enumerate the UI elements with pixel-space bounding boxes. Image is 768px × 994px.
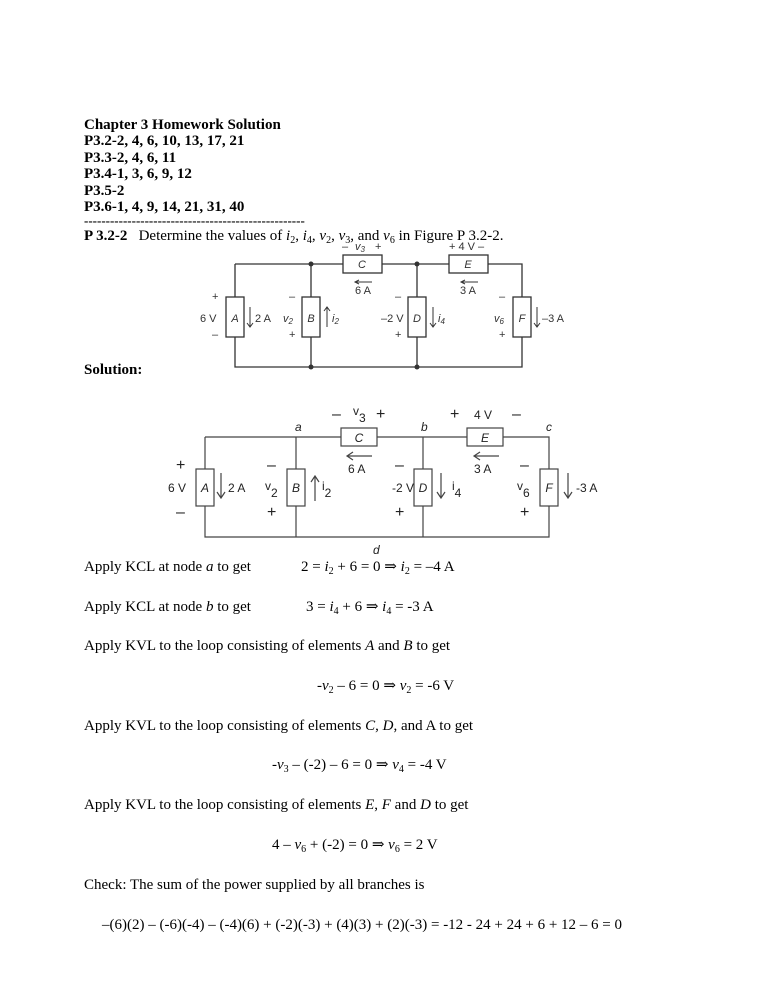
text-segment: to get bbox=[213, 559, 251, 575]
text-segment: Apply KCL at node bbox=[84, 559, 206, 575]
text-segment: v bbox=[319, 228, 327, 244]
voltage-E: 4 V bbox=[474, 408, 493, 422]
subscript: 2 bbox=[328, 566, 334, 577]
voltage-C: v3 bbox=[353, 404, 366, 425]
voltage-E: + 4 V – bbox=[449, 241, 485, 253]
minus-sign: – bbox=[176, 504, 185, 521]
step-1-text bbox=[84, 559, 251, 576]
plus-sign: + bbox=[267, 504, 277, 521]
step-4-equation bbox=[272, 757, 447, 778]
text-segment: v bbox=[383, 228, 390, 244]
problem-list-3-6: P3.6-1, 4, 9, 14, 21, 31, 40 bbox=[84, 199, 245, 215]
subscript: 4 bbox=[333, 606, 339, 617]
current-F: –3 A bbox=[542, 313, 565, 325]
minus-sign: – bbox=[520, 457, 529, 474]
text-segment: to get bbox=[412, 638, 451, 654]
voltage-A: 6 V bbox=[168, 481, 187, 495]
element-E-label: E bbox=[464, 259, 472, 271]
text-segment: i bbox=[329, 599, 334, 615]
text-segment: v bbox=[338, 228, 346, 244]
element-D-label: D bbox=[413, 313, 421, 325]
text-segment: - bbox=[272, 757, 277, 773]
text-segment: 3 = bbox=[306, 599, 330, 615]
check-equation: –(6)(2) – (-6)(-4) – (-4)(6) + (-2)(-3) + (4)(3) + (2)(-3) = -12 - 24 + 24 + 6 + 12 – 6 = 0 bbox=[102, 917, 623, 933]
problem-list-3-4: P3.4-1, 3, 6, 9, 12 bbox=[84, 166, 192, 182]
text-segment: = -6 V bbox=[411, 678, 455, 694]
current-E: 3 A bbox=[460, 285, 476, 297]
plus-sign: + bbox=[520, 504, 530, 521]
text-segment: v bbox=[294, 837, 302, 853]
step-3-equation bbox=[317, 678, 454, 699]
current-E: 3 A bbox=[474, 462, 492, 476]
check-text: Check: The sum of the power supplied by all branches is bbox=[84, 877, 425, 893]
text-segment: + (-2) = 0 ⇒ bbox=[306, 837, 389, 853]
element-F-label: F bbox=[518, 313, 526, 325]
text-segment: Apply KCL at node bbox=[84, 599, 206, 615]
text-segment: i bbox=[382, 599, 387, 615]
plus-sign: + bbox=[450, 406, 460, 423]
step-1-equation bbox=[301, 559, 455, 580]
text-segment: , bbox=[295, 228, 303, 244]
subscript: 3 bbox=[283, 764, 289, 775]
text-segment: – 6 = 0 ⇒ bbox=[333, 678, 400, 694]
element-E-label: E bbox=[480, 431, 490, 445]
text-segment: , bbox=[374, 797, 382, 813]
plus-sign: + bbox=[212, 291, 219, 303]
text-segment: , and bbox=[350, 228, 384, 244]
text-segment: b bbox=[205, 599, 214, 615]
text-segment: B bbox=[403, 638, 413, 654]
node-a: a bbox=[295, 420, 302, 434]
voltage-D: -2 V bbox=[392, 481, 415, 495]
node-c: c bbox=[546, 420, 552, 434]
subscript: 4 bbox=[386, 606, 392, 617]
step-4-text bbox=[84, 718, 473, 735]
minus-sign: – bbox=[212, 329, 219, 341]
element-A-label: A bbox=[231, 313, 239, 325]
voltage-F: v6 bbox=[517, 479, 530, 500]
text-segment: v bbox=[322, 678, 329, 694]
voltage-F: v6 bbox=[494, 313, 504, 326]
plus-sign: + bbox=[376, 406, 386, 423]
current-F: -3 A bbox=[576, 481, 598, 495]
step-5-equation bbox=[272, 837, 438, 858]
text-segment: i bbox=[400, 559, 405, 575]
text-segment: , bbox=[311, 228, 320, 244]
text-segment: Apply KVL to the loop consisting of elements bbox=[84, 797, 366, 813]
element-A-label: A bbox=[200, 481, 210, 495]
plus-sign: + bbox=[289, 329, 296, 341]
text-segment: F bbox=[381, 797, 391, 813]
element-B-label: B bbox=[291, 481, 301, 495]
subscript: 2 bbox=[290, 235, 296, 246]
text-segment: = -4 V bbox=[403, 757, 447, 773]
problem-list-3-3: P3.3-2, 4, 6, 11 bbox=[84, 150, 177, 166]
subscript: 2 bbox=[404, 566, 410, 577]
plus-sign: + bbox=[375, 241, 382, 253]
text-segment: E bbox=[365, 797, 375, 813]
text-segment: + 6 = 0 ⇒ bbox=[333, 559, 401, 575]
current-C: 6 A bbox=[355, 285, 371, 297]
element-D-label: D bbox=[418, 481, 428, 495]
step-5-text bbox=[84, 797, 468, 814]
text-segment: D bbox=[420, 797, 431, 813]
text-segment: to get bbox=[213, 599, 251, 615]
text-segment: a bbox=[205, 559, 214, 575]
text-segment: to get bbox=[430, 797, 469, 813]
current-D: i4 bbox=[452, 479, 462, 500]
text-segment: i bbox=[286, 228, 291, 244]
text-segment: + 6 ⇒ bbox=[338, 599, 383, 615]
element-C-label: C bbox=[358, 259, 366, 271]
plus-sign: + bbox=[176, 457, 186, 474]
node-b: b bbox=[421, 420, 428, 434]
text-segment: , bbox=[331, 228, 339, 244]
problem-list-3-2: P3.2-2, 4, 6, 10, 13, 17, 21 bbox=[84, 133, 245, 149]
separator: --------------------------------------------------- bbox=[84, 213, 305, 228]
subscript: 4 bbox=[398, 764, 404, 775]
node-d: d bbox=[373, 543, 380, 557]
subscript: 4 bbox=[306, 235, 312, 246]
element-F-label: F bbox=[545, 481, 553, 495]
text-segment: = 2 V bbox=[399, 837, 438, 853]
text-segment: Determine the values of bbox=[138, 228, 287, 244]
subscript: 6 bbox=[394, 844, 400, 855]
text-segment: and bbox=[374, 638, 404, 654]
plus-sign: + bbox=[395, 329, 402, 341]
subscript: 3 bbox=[345, 235, 351, 246]
voltage-C: v3 bbox=[355, 241, 365, 254]
text-segment: 2 = bbox=[301, 559, 325, 575]
minus-sign: – bbox=[267, 457, 276, 474]
minus-sign: – bbox=[289, 291, 296, 303]
text-segment: C bbox=[365, 718, 376, 734]
text-segment: = –4 A bbox=[409, 559, 455, 575]
text-segment: A bbox=[365, 638, 375, 654]
problem-list-3-5: P3.5-2 bbox=[84, 183, 125, 199]
text-segment: in Figure P 3.2-2. bbox=[394, 228, 504, 244]
plus-sign: + bbox=[395, 504, 405, 521]
text-segment: and bbox=[390, 797, 421, 813]
minus-sign: – bbox=[499, 291, 506, 303]
current-D: i4 bbox=[438, 313, 445, 326]
text-segment: D bbox=[382, 718, 394, 734]
text-segment: = -3 A bbox=[391, 599, 434, 615]
minus-sign: – bbox=[395, 457, 404, 474]
text-segment: , and A to get bbox=[393, 718, 474, 734]
current-A: 2 A bbox=[228, 481, 246, 495]
element-C-label: C bbox=[354, 431, 364, 445]
text-segment: v bbox=[388, 837, 395, 853]
text-segment: , bbox=[375, 718, 383, 734]
current-B: i2 bbox=[332, 313, 339, 326]
text-segment: v bbox=[399, 678, 407, 694]
current-A: 2 A bbox=[255, 313, 271, 325]
minus-sign: – bbox=[395, 291, 402, 303]
text-segment: Apply KVL to the loop consisting of elements bbox=[84, 638, 366, 654]
voltage-D: –2 V bbox=[381, 313, 404, 325]
subscript: 2 bbox=[326, 235, 332, 246]
text-segment: - bbox=[317, 678, 322, 694]
subscript: 6 bbox=[301, 844, 307, 855]
current-C: 6 A bbox=[348, 462, 366, 476]
minus-sign: – bbox=[332, 406, 341, 423]
document-title: Chapter 3 Homework Solution bbox=[84, 117, 281, 133]
text-segment: Apply KVL to the loop consisting of elements bbox=[84, 718, 366, 734]
step-3-text bbox=[84, 638, 450, 655]
current-B: i2 bbox=[322, 479, 332, 500]
text-segment: – (-2) – 6 = 0 ⇒ bbox=[288, 757, 393, 773]
element-B-label: B bbox=[307, 313, 315, 325]
plus-sign: + bbox=[499, 329, 506, 341]
subscript: 6 bbox=[389, 235, 395, 246]
text-segment: 4 – bbox=[272, 837, 295, 853]
solution-heading: Solution: bbox=[84, 362, 143, 378]
step-2-equation bbox=[306, 599, 434, 620]
minus-sign: – bbox=[512, 406, 521, 423]
subscript: 2 bbox=[406, 685, 412, 696]
step-2-text bbox=[84, 599, 251, 616]
minus-sign: – bbox=[342, 241, 349, 253]
text-segment: v bbox=[392, 757, 399, 773]
voltage-B: v2 bbox=[283, 313, 293, 326]
text-segment: i bbox=[302, 228, 307, 244]
voltage-B: v2 bbox=[265, 479, 278, 500]
subscript: 2 bbox=[328, 685, 334, 696]
text-segment: v bbox=[277, 757, 284, 773]
voltage-A: 6 V bbox=[200, 313, 217, 325]
problem-number: P 3.2-2 bbox=[84, 228, 128, 244]
text-segment: i bbox=[324, 559, 329, 575]
